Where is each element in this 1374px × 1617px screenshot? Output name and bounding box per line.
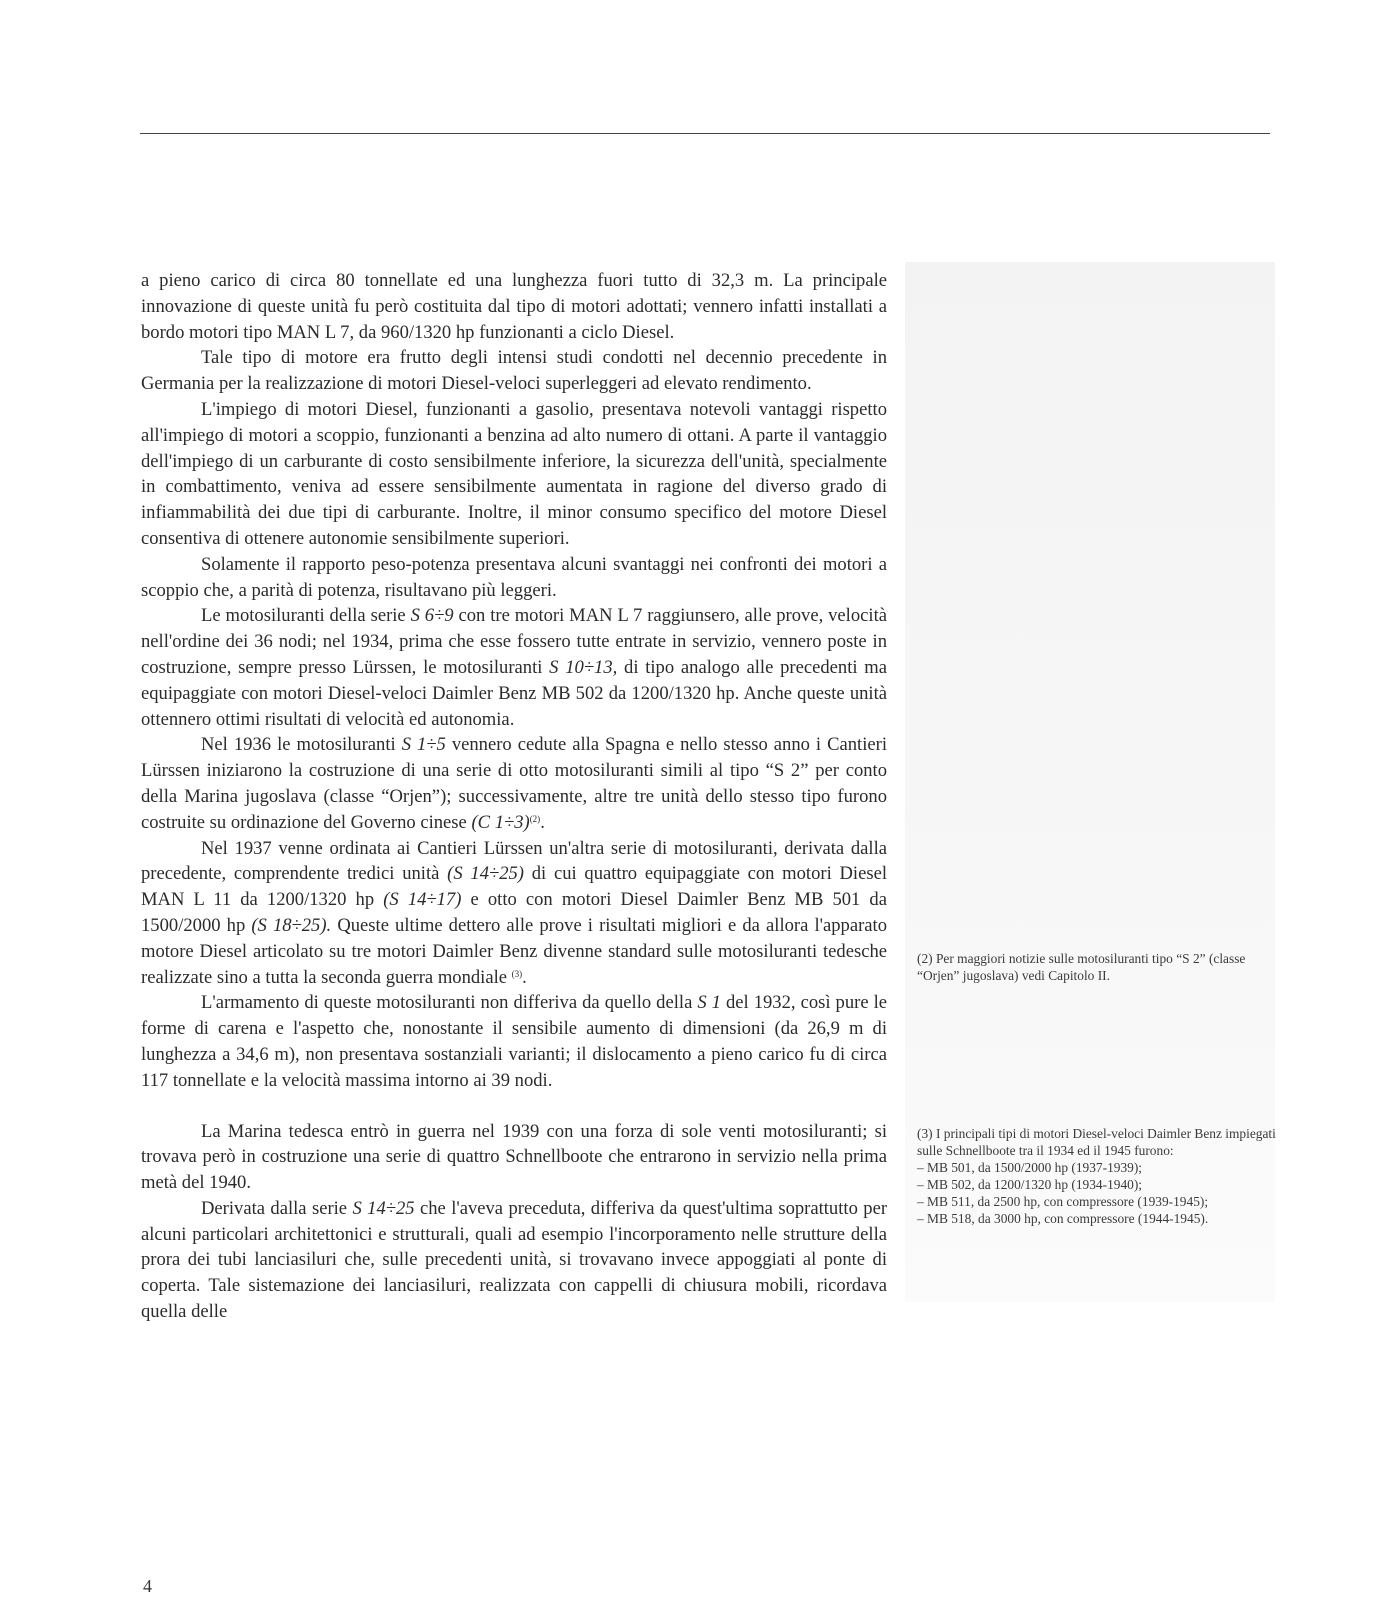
text-run: e otto con motori Diesel Daimler Benz MB 501 da 1500/2000 hp	[141, 889, 887, 936]
footnote-3-intro: (3) I principali tipi di motori Diesel-veloci Daimler Benz impiegati sulle Schnellboote tra il 1934 ed il 1945 furono:	[917, 1126, 1276, 1158]
series-designation: (S 14÷25)	[447, 863, 524, 885]
paragraph-1: a pieno carico di circa 80 tonnellate ed una lunghezza fuori tutto di 32,3 m. La principale innovazione di queste unità fu però costituita dal tipo di motori adottati; vennero infatti installati a bordo motori tipo MAN L 7, da 960/1320 hp funzionanti a ciclo Diesel.	[141, 270, 887, 343]
text-run: che l'aveva preceduta, differiva da quest'ultima soprattutto per alcuni particolari architettonici e strutturali, quali ad esempio l'incorporamento nelle strutture della prora dei tubi lanciasiluri che, sulle precedenti unità, si trovavano invece appoggiati al ponte di coperta. Tale sistemazione dei lanciasiluri, realizzata con cappelli di chiusura mobili, ricordava quella delle	[141, 1197, 888, 1323]
header-rule	[140, 133, 1270, 134]
series-designation: S 14÷25	[352, 1197, 415, 1219]
text-run: .	[522, 966, 527, 988]
text-run: Nel 1937 venne ordinata ai Cantieri Lürssen un'altra serie di motosiluranti, derivata dalla precedente, comprendente tredici unità	[141, 837, 887, 885]
text-run: .	[540, 811, 545, 833]
series-designation: (S 14÷17)	[383, 889, 462, 911]
text-run: del 1932, così pure le forme di carena e l'aspetto che, nonostante il sensibile aumento di dimensioni (da 26,9 m di lunghezza a 34,6 m), non presentava sostanziali varianti; il dislocamento a pieno carico fu di circa 117 tonnellate e la velocità massima intorno ai 39 nodi.	[141, 992, 888, 1091]
paragraph-6	[141, 732, 887, 835]
text-run: Derivata dalla serie	[201, 1197, 353, 1219]
paragraph-3: L'impiego di motori Diesel, funzionanti a gasolio, presentava notevoli vantaggi rispetto all'impiego di motori a scoppio, funzionanti a benzina ad alto numero di ottani. A parte il vantaggio dell'impiego di un carburante di costo sensibilmente inferiore, la sicurezza dell'unità, specialmente in combattimento, veniva ad essere sensibilmente aumentata in ragione del diverso grado di infiammabilità dei due tipi di carburante. Inoltre, il minor consumo specifico del motore Diesel consentiva di ottenere autonomie sensibilmente superiori.	[141, 398, 887, 549]
footnote-3-item: – MB 502, da 1200/1320 hp (1934-1940);	[917, 1177, 1143, 1192]
paragraph-5	[141, 603, 887, 732]
text-run: di tipo analogo alle precedenti ma equipaggiate con motori Diesel-veloci Daimler Benz MB 502 da 1200/1320 hp. Anche queste unità ottennero ottimi risultati di velocità ed autonomia.	[141, 656, 887, 730]
text-run: L'armamento di queste motosiluranti non differiva da quello della	[201, 992, 698, 1014]
footnote-3-item: – MB 518, da 3000 hp, con compressore (1944-1945).	[917, 1211, 1209, 1226]
text-run: vennero cedute alla Spagna e nello stesso anno i Cantieri Lürssen iniziarono la costruzione di una serie di otto motosiluranti simili al tipo “S 2” per conto della Marina jugoslava (classe “Orjen”); successivamente, altre tre unità dello stesso tipo furono costruite su ordinazione del Governo cinese	[141, 734, 887, 833]
series-designation: (S 18÷25).	[251, 914, 332, 936]
footnote-ref-2: (2)	[529, 813, 541, 824]
paragraph-10	[141, 1196, 887, 1325]
text-run: Queste ultime dettero alle prove i risultati migliori e da allora l'apparato motore Diesel articolato su tre motori Daimler Benz divenne standard sulle motosiluranti tedesche realizzate sino a tutta la seconda guerra mondiale	[141, 914, 887, 988]
paragraph-4: Solamente il rapporto peso-potenza presentava alcuni svantaggi nei confronti dei motori a scoppio che, a parità di potenza, risultavano più leggeri.	[141, 553, 887, 601]
text-run: Le motosiluranti della serie	[201, 605, 411, 627]
footnote-ref-3: (3)	[511, 968, 523, 979]
paragraph-8	[141, 990, 887, 1093]
series-designation: S 1÷5	[401, 734, 446, 756]
footnote-2-text: (2) Per maggiori notizie sulle motosiluranti tipo “S 2” (classe “Orjen” jugoslava) vedi Capitolo II.	[917, 951, 1246, 983]
page-number: 4	[143, 1576, 152, 1596]
text-run: di cui quattro equipaggiate con motori Diesel MAN L 11 da 1200/1320 hp	[141, 863, 887, 911]
text-run: con tre motori MAN L 7 raggiunsero, alle prove, velocità nell'ordine dei 36 nodi; nel 1934, prima che esse fossero tutte entrate in servizio, vennero poste in costruzione, sempre presso Lürssen, le motosiluranti	[141, 605, 887, 678]
footnote-3	[917, 1125, 1277, 1227]
main-text-column	[141, 268, 887, 1325]
text-run: Nel 1936 le motosiluranti	[201, 734, 402, 756]
paragraph-2: Tale tipo di motore era frutto degli intensi studi condotti nel decennio precedente in Germania per la realizzazione di motori Diesel-veloci superleggeri ad elevato rendimento.	[141, 347, 887, 395]
footnote-2	[917, 950, 1277, 984]
paragraph-9: La Marina tedesca entrò in guerra nel 1939 con una forza di sole venti motosiluranti; si trovava però in costruzione una serie di quattro Schnellboote che entrarono in servizio nella prima metà del 1940.	[141, 1120, 887, 1194]
series-designation: S 10÷13,	[549, 656, 618, 678]
footnote-3-item: – MB 511, da 2500 hp, con compressore (1939-1945);	[917, 1194, 1209, 1209]
series-designation: S 1	[697, 992, 721, 1014]
series-designation: S 6÷9	[410, 605, 454, 627]
footnote-3-item: – MB 501, da 1500/2000 hp (1937-1939);	[917, 1160, 1143, 1175]
paragraph-7	[141, 836, 887, 991]
series-designation: (C 1÷3)	[471, 811, 530, 833]
